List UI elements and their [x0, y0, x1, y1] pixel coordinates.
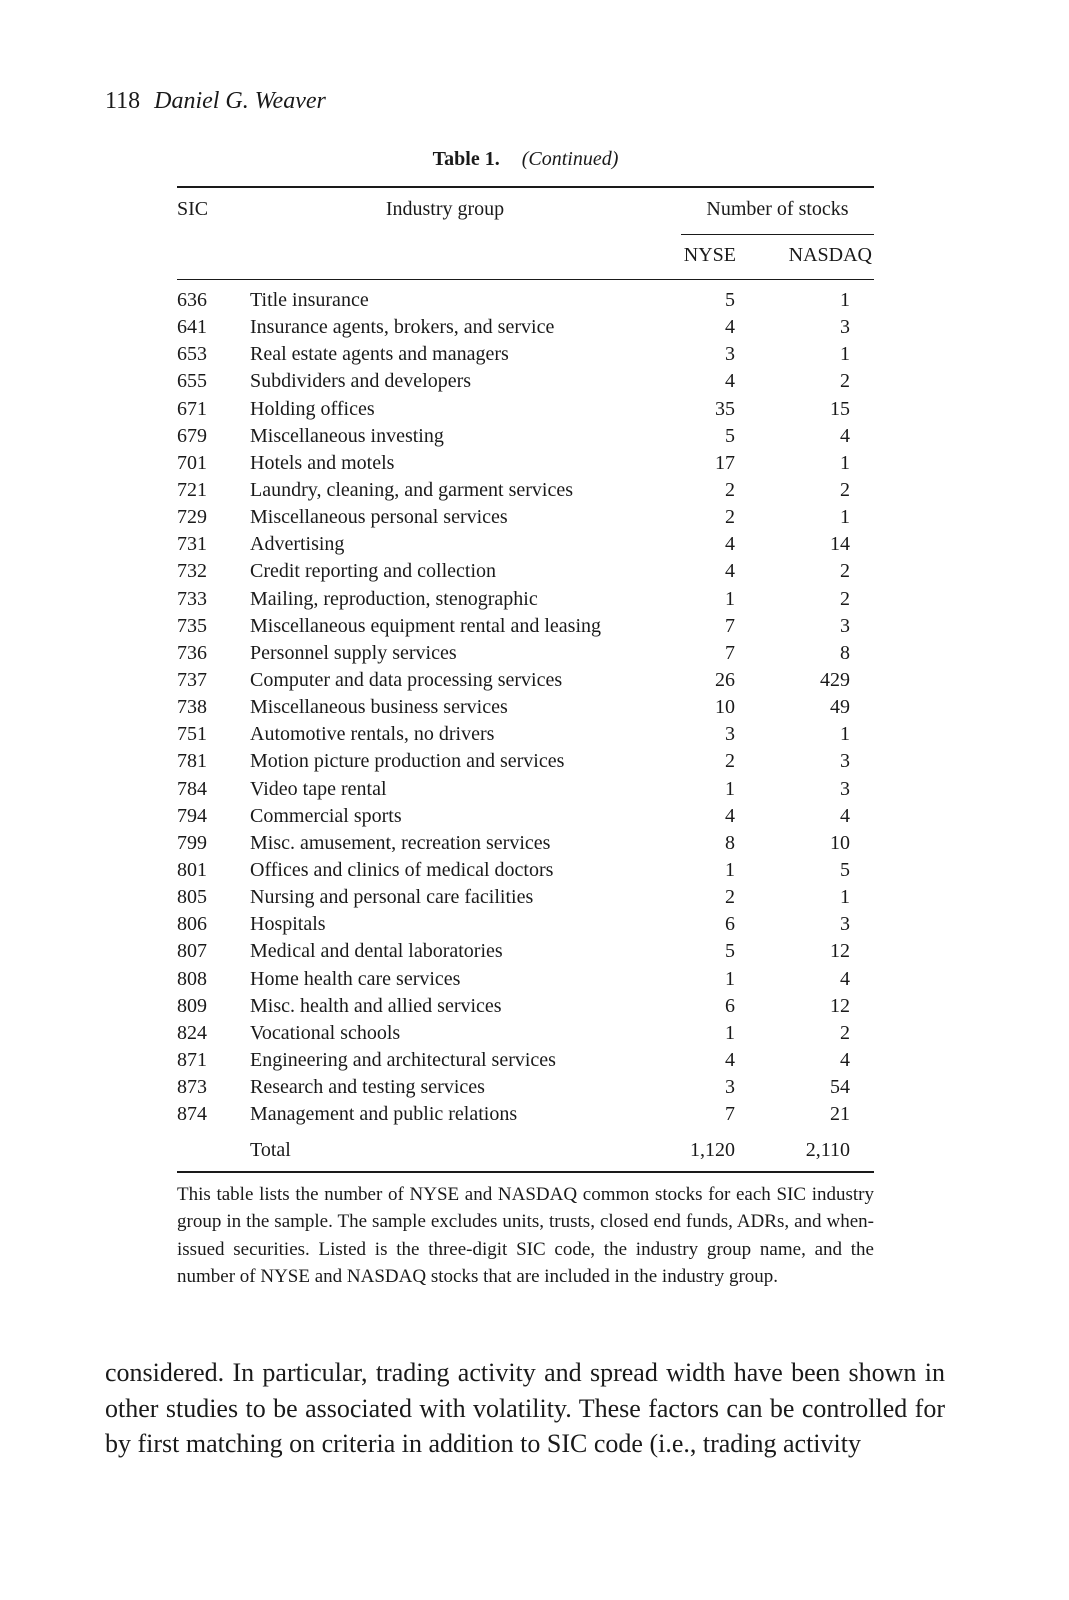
- table-body: [177, 287, 874, 1128]
- cell-industry-group: Hospitals: [250, 913, 326, 936]
- cell-nyse: 7: [725, 1103, 735, 1126]
- cell-industry-group: Laundry, cleaning, and garment services: [250, 478, 574, 501]
- table-row: [177, 341, 874, 368]
- cell-sic: 794: [177, 804, 207, 827]
- cell-nyse: 1: [725, 858, 735, 881]
- cell-nyse: 2: [725, 886, 735, 909]
- cell-industry-group: Personnel supply services: [250, 641, 457, 664]
- cell-nyse: 4: [725, 560, 735, 583]
- cell-nasdaq: 3: [840, 316, 850, 339]
- cell-nasdaq: 4: [840, 1048, 850, 1071]
- cell-industry-group: Research and testing services: [250, 1076, 485, 1099]
- table-row: [177, 748, 874, 775]
- cell-nasdaq: 3: [840, 913, 850, 936]
- cell-nasdaq: 49: [830, 696, 850, 719]
- cell-industry-group: Commercial sports: [250, 804, 402, 827]
- cell-sic: 679: [177, 424, 207, 447]
- table-row: [177, 558, 874, 585]
- cell-nasdaq: 1: [840, 451, 850, 474]
- table-row: [177, 531, 874, 558]
- header-industry-group: Industry group: [385, 198, 505, 220]
- header-number-of-stocks: Number of stocks: [706, 198, 849, 220]
- cell-nyse: 4: [725, 1048, 735, 1071]
- cell-sic: 736: [177, 641, 207, 664]
- cell-nasdaq: 3: [840, 614, 850, 637]
- running-head: [105, 86, 326, 116]
- cell-sic: 808: [177, 967, 207, 990]
- cell-nasdaq: 54: [830, 1076, 850, 1099]
- header-sic: SIC: [177, 198, 209, 220]
- table-note: This table lists the number of NYSE and NASDAQ common stocks for each SIC industry group in the sample. The sample excludes units, trusts, closed end funds, ADRs, and when-issued securities. Listed is the three-digit SIC code, the industry group name, and the number of NYSE and NASDAQ stocks that are included in the industry group.: [177, 1184, 874, 1287]
- cell-industry-group: Miscellaneous equipment rental and leasing: [250, 614, 602, 637]
- cell-sic: 655: [177, 370, 207, 393]
- cell-industry-group: Real estate agents and managers: [250, 343, 509, 366]
- cell-sic: 671: [177, 397, 207, 420]
- cell-industry-group: Miscellaneous investing: [250, 424, 444, 447]
- cell-industry-group: Offices and clinics of medical doctors: [250, 858, 554, 881]
- table-row: [177, 450, 874, 477]
- cell-industry-group: Credit reporting and collection: [250, 560, 497, 583]
- cell-nyse: 4: [725, 370, 735, 393]
- table-row: [177, 884, 874, 911]
- cell-industry-group: Mailing, reproduction, stenographic: [250, 587, 538, 610]
- cell-nyse: 1: [725, 587, 735, 610]
- cell-industry-group: Miscellaneous business services: [250, 696, 508, 719]
- cell-nyse: 35: [715, 397, 735, 420]
- cell-sic: 809: [177, 994, 207, 1017]
- table-row: [177, 938, 874, 965]
- cell-nyse: 26: [715, 668, 735, 691]
- total-nasdaq: 2,110: [805, 1139, 850, 1161]
- page-number: 118: [105, 88, 141, 114]
- cell-nyse: 1: [725, 967, 735, 990]
- cell-sic: 805: [177, 886, 207, 909]
- cell-nasdaq: 3: [840, 750, 850, 773]
- table-row: [177, 314, 874, 341]
- cell-nyse: 2: [725, 478, 735, 501]
- cell-sic: 874: [177, 1103, 207, 1126]
- cell-nasdaq: 2: [840, 560, 850, 583]
- cell-industry-group: Video tape rental: [250, 777, 387, 800]
- cell-nyse: 3: [725, 723, 735, 746]
- table-row: [177, 1047, 874, 1074]
- cell-nyse: 8: [725, 831, 735, 854]
- cell-sic: 721: [177, 478, 207, 501]
- cell-industry-group: Medical and dental laboratories: [250, 940, 503, 963]
- cell-sic: 871: [177, 1048, 207, 1071]
- table-row: [177, 504, 874, 531]
- cell-industry-group: Automotive rentals, no drivers: [250, 723, 495, 746]
- cell-nasdaq: 8: [840, 641, 850, 664]
- cell-nasdaq: 1: [840, 886, 850, 909]
- cell-nyse: 1: [725, 1021, 735, 1044]
- table-caption-continued: (Continued): [521, 148, 619, 170]
- cell-nasdaq: 10: [830, 831, 850, 854]
- cell-nasdaq: 1: [840, 343, 850, 366]
- cell-nyse: 7: [725, 614, 735, 637]
- cell-nasdaq: 12: [830, 940, 850, 963]
- author-name: Daniel G. Weaver: [154, 88, 326, 114]
- table-row: [177, 857, 874, 884]
- cell-industry-group: Hotels and motels: [250, 451, 395, 474]
- cell-nasdaq: 2: [840, 587, 850, 610]
- cell-industry-group: Vocational schools: [250, 1021, 401, 1044]
- cell-industry-group: Management and public relations: [250, 1103, 518, 1126]
- cell-nasdaq: 21: [830, 1103, 850, 1126]
- table-row: [177, 1101, 874, 1128]
- table-row: [177, 911, 874, 938]
- cell-sic: 738: [177, 696, 207, 719]
- cell-sic: 653: [177, 343, 207, 366]
- cell-nyse: 3: [725, 343, 735, 366]
- cell-nyse: 7: [725, 641, 735, 664]
- cell-nasdaq: 2: [840, 370, 850, 393]
- cell-nasdaq: 4: [840, 804, 850, 827]
- cell-sic: 824: [177, 1021, 207, 1044]
- cell-industry-group: Advertising: [250, 533, 345, 556]
- cell-nyse: 10: [715, 696, 735, 719]
- cell-sic: 806: [177, 913, 207, 936]
- cell-sic: 799: [177, 831, 207, 854]
- cell-nyse: 4: [725, 533, 735, 556]
- cell-nyse: 17: [715, 451, 735, 474]
- cell-nasdaq: 1: [840, 723, 850, 746]
- table-top-rule: [177, 186, 874, 188]
- table-row: [177, 993, 874, 1020]
- cell-industry-group: Motion picture production and services: [250, 750, 565, 773]
- header-nyse: NYSE: [683, 244, 736, 266]
- cell-nasdaq: 12: [830, 994, 850, 1017]
- header-subgroup-rule: [681, 234, 874, 235]
- cell-sic: 733: [177, 587, 207, 610]
- table-row: [177, 613, 874, 640]
- cell-industry-group: Title insurance: [250, 289, 369, 311]
- cell-industry-group: Engineering and architectural services: [250, 1048, 556, 1071]
- cell-industry-group: Computer and data processing services: [250, 668, 563, 691]
- table-row: [177, 830, 874, 857]
- table-row: [177, 721, 874, 748]
- cell-nyse: 5: [725, 424, 735, 447]
- cell-sic: 636: [177, 289, 207, 311]
- cell-sic: 801: [177, 858, 207, 881]
- cell-nasdaq: 4: [840, 424, 850, 447]
- total-label: Total: [250, 1139, 291, 1161]
- cell-industry-group: Subdividers and developers: [250, 370, 472, 393]
- cell-industry-group: Misc. health and allied services: [250, 994, 502, 1017]
- total-nyse: 1,120: [690, 1139, 735, 1161]
- table-row: [177, 803, 874, 830]
- table-row: [177, 396, 874, 423]
- cell-nasdaq: 429: [820, 668, 850, 691]
- cell-sic: 732: [177, 560, 207, 583]
- cell-nasdaq: 14: [830, 533, 850, 556]
- cell-nasdaq: 15: [830, 397, 850, 420]
- cell-nasdaq: 2: [840, 1021, 850, 1044]
- cell-sic: 751: [177, 723, 207, 746]
- table-row: [177, 667, 874, 694]
- cell-sic: 731: [177, 533, 207, 556]
- cell-nyse: 6: [725, 913, 735, 936]
- cell-sic: 729: [177, 506, 207, 529]
- cell-nasdaq: 1: [840, 289, 850, 311]
- table-caption-label: Table 1.: [432, 148, 500, 170]
- cell-nasdaq: 4: [840, 967, 850, 990]
- cell-industry-group: Holding offices: [250, 397, 375, 420]
- table-caption: [177, 147, 874, 171]
- cell-nyse: 1: [725, 777, 735, 800]
- table-row: [177, 966, 874, 993]
- cell-nyse: 3: [725, 1076, 735, 1099]
- cell-nyse: 5: [725, 289, 735, 311]
- cell-nyse: 4: [725, 316, 735, 339]
- table-row: [177, 477, 874, 504]
- cell-sic: 784: [177, 777, 207, 800]
- cell-nyse: 4: [725, 804, 735, 827]
- cell-industry-group: Home health care services: [250, 967, 461, 990]
- table-row: [177, 640, 874, 667]
- cell-sic: 737: [177, 668, 207, 691]
- cell-nyse: 5: [725, 940, 735, 963]
- table-bottom-rule: [177, 1171, 874, 1173]
- table-row: [177, 368, 874, 395]
- cell-sic: 873: [177, 1076, 207, 1099]
- cell-sic: 807: [177, 940, 207, 963]
- cell-nasdaq: 1: [840, 506, 850, 529]
- cell-industry-group: Nursing and personal care facilities: [250, 886, 534, 909]
- cell-nyse: 6: [725, 994, 735, 1017]
- table-row: [177, 287, 874, 314]
- table-row: [177, 694, 874, 721]
- cell-nasdaq: 5: [840, 858, 850, 881]
- table-header-rule: [177, 279, 874, 280]
- body-paragraph: considered. In particular, trading activity and spread width have been shown in other studies to be associated with volatility. These factors can be controlled for by first matching on criteria in addition to SIC code (i.e., trading activity: [105, 1358, 945, 1458]
- table-row: [177, 1074, 874, 1101]
- cell-sic: 735: [177, 614, 207, 637]
- cell-nyse: 2: [725, 750, 735, 773]
- cell-nyse: 2: [725, 506, 735, 529]
- cell-industry-group: Misc. amusement, recreation services: [250, 831, 551, 854]
- cell-nasdaq: 2: [840, 478, 850, 501]
- header-nasdaq: NASDAQ: [788, 244, 872, 266]
- cell-sic: 701: [177, 451, 207, 474]
- table-row: [177, 423, 874, 450]
- cell-nasdaq: 3: [840, 777, 850, 800]
- cell-sic: 641: [177, 316, 207, 339]
- table-row: [177, 776, 874, 803]
- cell-industry-group: Insurance agents, brokers, and service: [250, 316, 555, 339]
- table-row: [177, 586, 874, 613]
- table-total-row: [177, 1137, 874, 1164]
- cell-sic: 781: [177, 750, 207, 773]
- table-row: [177, 1020, 874, 1047]
- cell-industry-group: Miscellaneous personal services: [250, 506, 508, 529]
